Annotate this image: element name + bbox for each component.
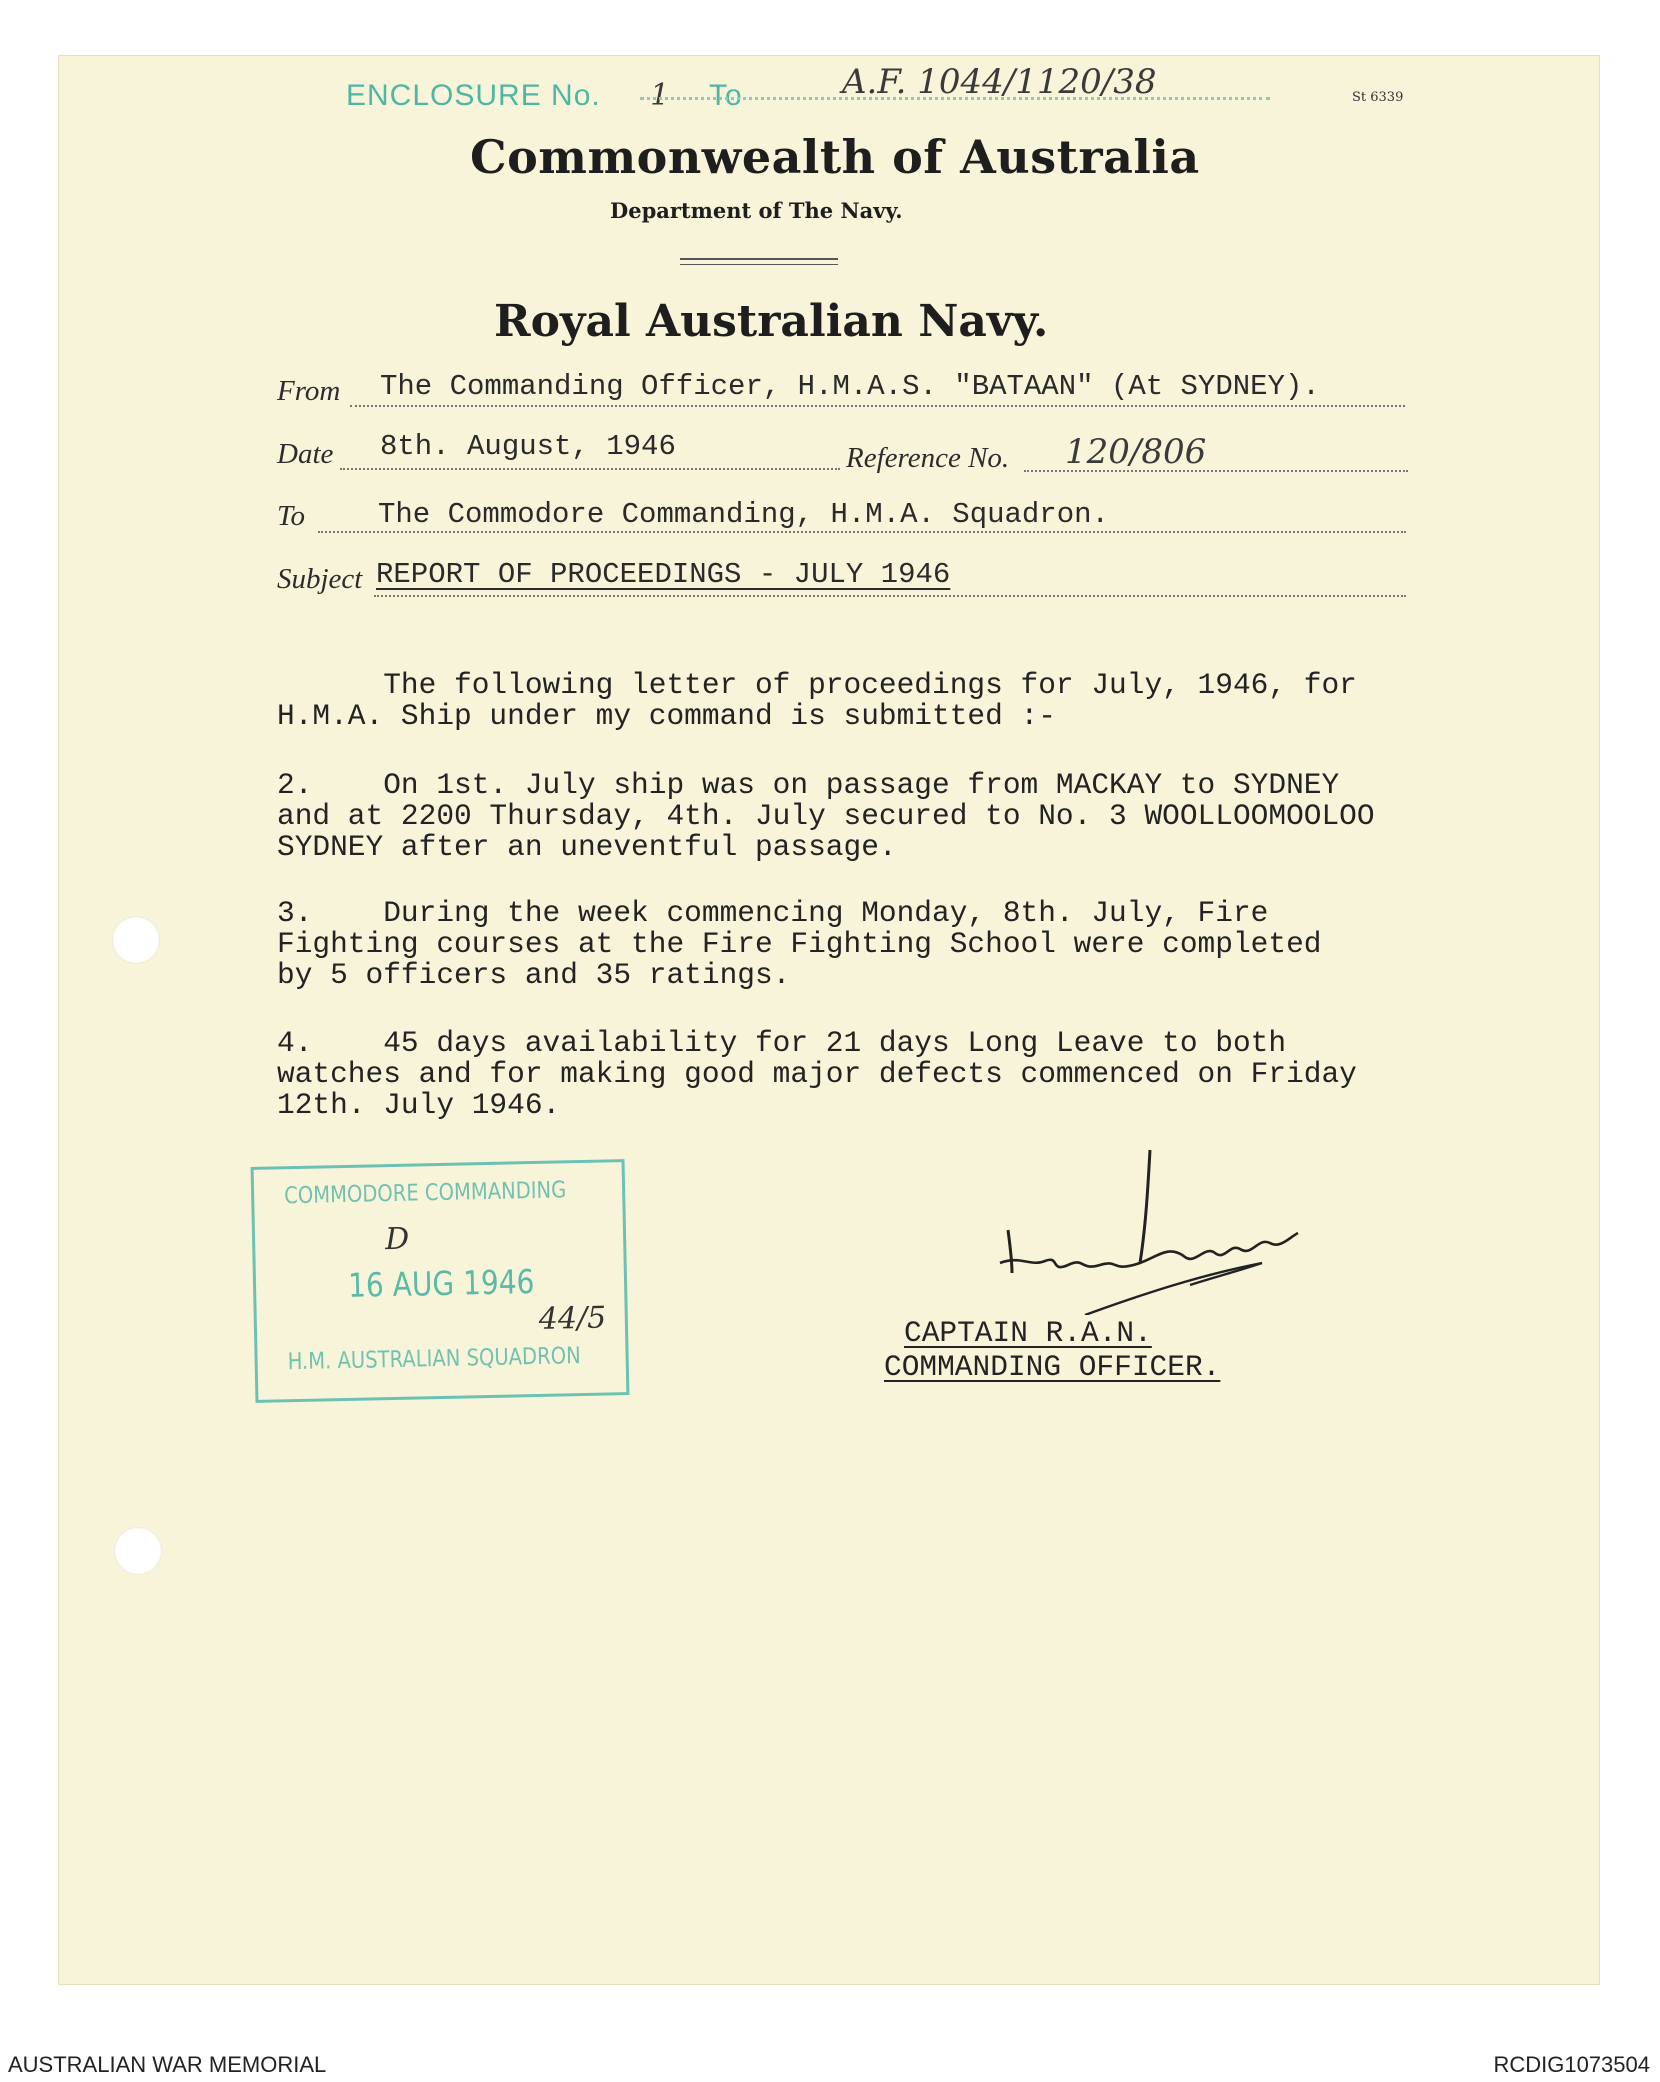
- letterhead-title: Commonwealth of Australia: [470, 130, 1200, 184]
- enclosure-to: To: [708, 79, 743, 112]
- received-stamp-line1: COMMODORE COMMANDING: [283, 1177, 567, 1210]
- enclosure-reference: A.F. 1044/1120/38: [842, 62, 1157, 102]
- footer-archive-name: AUSTRALIAN WAR MEMORIAL: [8, 2052, 327, 2077]
- letterhead-rule: [680, 258, 838, 260]
- received-stamp-line3: H.M. AUSTRALIAN SQUADRON: [287, 1343, 581, 1376]
- body-intro: The following letter of proceedings for July, 1946, for H.M.A. Ship under my command is submitted :-: [277, 668, 1357, 733]
- body-paragraph-3: 3. During the week commencing Monday, 8th. July, Fire Fighting courses at the Fire Fighting School were completed by 5 officers and 35 ratings.: [277, 896, 1322, 992]
- footer-record-id: RCDIG1073504: [1493, 2052, 1650, 2077]
- received-stamp-initial: D: [384, 1221, 410, 1258]
- signature-title: COMMANDING OFFICER.: [884, 1350, 1221, 1384]
- to-dotted-line: [318, 531, 1406, 533]
- subject-label: Subject: [277, 563, 363, 595]
- received-stamp: [251, 1159, 630, 1403]
- reference-label: Reference No.: [846, 442, 1010, 474]
- punch-hole-bottom: [114, 1527, 162, 1575]
- received-stamp-file-ref: 44/5: [538, 1300, 607, 1337]
- date-label: Date: [277, 438, 334, 470]
- body-paragraph-2: 2. On 1st. July ship was on passage from MACKAY to SYDNEY and at 2200 Thursday, 4th. July secured to No. 3 WOOLLOOMOOLOO SYDNEY after an uneventful passage.: [277, 768, 1375, 864]
- from-dotted-line: [350, 405, 1405, 407]
- from-value: The Commanding Officer, H.M.A.S. "BATAAN" (At SYDNEY).: [380, 370, 1320, 403]
- date-value: 8th. August, 1946: [380, 430, 676, 463]
- letterhead-rule-thin: [680, 264, 838, 265]
- from-label: From: [277, 375, 341, 407]
- to-label: To: [277, 500, 305, 532]
- reference-value: 120/806: [1065, 432, 1207, 472]
- enclosure-label: ENCLOSURE No.: [346, 79, 601, 112]
- date-dotted-line: [340, 468, 840, 470]
- letterhead-service: Royal Australian Navy.: [494, 296, 1049, 347]
- to-value: The Commodore Commanding, H.M.A. Squadron.: [378, 498, 1109, 531]
- signature-rank: CAPTAIN R.A.N.: [904, 1316, 1152, 1350]
- subject-dotted-line: [374, 595, 1406, 597]
- enclosure-number: 1: [650, 78, 671, 113]
- received-stamp-date: 16 AUG 1946: [347, 1262, 535, 1305]
- letterhead-department: Department of The Navy.: [610, 198, 903, 223]
- enclosure-stamp: [346, 78, 743, 113]
- subject-value: REPORT OF PROCEEDINGS - JULY 1946: [376, 558, 951, 591]
- form-number: St 6339: [1352, 90, 1404, 105]
- body-paragraph-4: 4. 45 days availability for 21 days Long Leave to both watches and for making good major defects commenced on Friday 12th. July 1946.: [277, 1026, 1357, 1122]
- punch-hole-top: [112, 916, 160, 964]
- handwritten-signature: [990, 1145, 1310, 1315]
